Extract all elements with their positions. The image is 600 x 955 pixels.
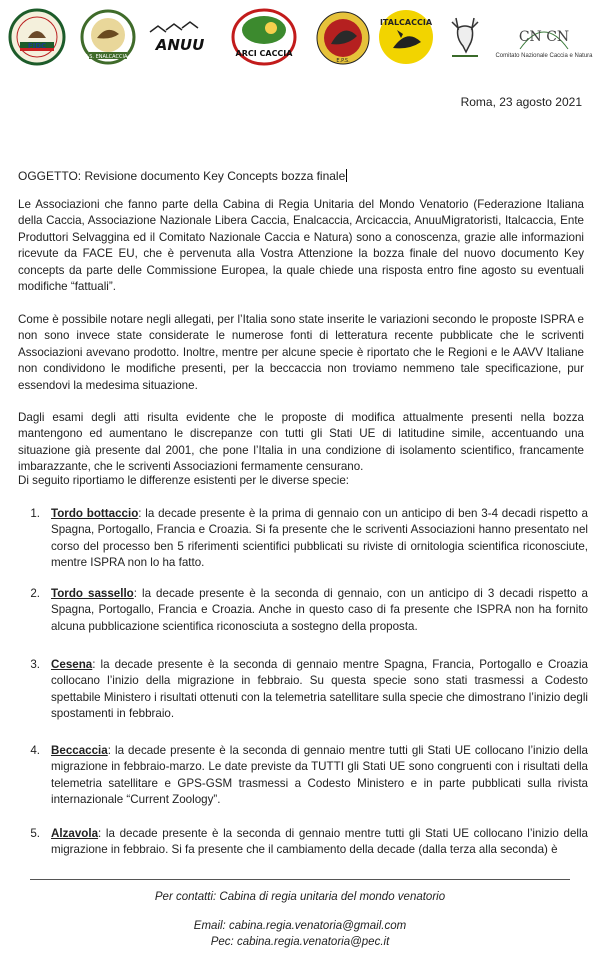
footer-email: Email: cabina.regia.venatoria@gmail.com: [193, 920, 407, 932]
subject-text: OGGETTO: Revisione documento Key Concepts bozza finale: [18, 169, 346, 183]
letter-subject: [18, 168, 347, 184]
footer-contacts: Per contatti: Cabina di regia unitaria del mondo venatorio: [154, 891, 446, 903]
svg-text:ANUU: ANUU: [155, 36, 205, 54]
ens-logo: [78, 8, 138, 66]
svg-text:ARCI CACCIA: ARCI CACCIA: [235, 49, 293, 58]
species-name: Tordo bottaccio: [51, 507, 139, 520]
paragraph-2: Come è possibile notare negli allegati, per l’Italia sono state inserite le variazioni secondo le proposte ISPRA e non sono invece state considerate le numerose fonti di letteratura recente pubblicate che le scriventi Associazioni avevano prodotto. Inoltre, mentre per alcune specie è riportato che le Regioni e le AAVV Italiane non condividono le modifiche presenti, per la beccaccia non troviamo nemmeno tale specificazione, pur essendovi la medesima situazione.: [18, 313, 584, 392]
paragraph-1: Le Associazioni che fanno parte della Cabina di Regia Unitaria del Mondo Venatorio (Federazione Italiana della Caccia, Associazione Nazionale Libera Caccia, Enalcaccia, Arcicaccia, AnuuMigratoristi, Italcaccia, Ente Produttori Selvaggina ed il Comitato Nazionale Caccia e Natura) sono a conoscenza, grazie alle informazioni ricevute da FACE EU, che è pervenuta alla Vostra Attenzione la bozza finale del nuovo documento Key concepts da parte delle Commissione Europea, la quale chiede una risposta entro fine agosto su eventuali modifiche “fattuali”.: [18, 198, 584, 294]
svg-text:E.N.S. ENALCACCIA P.T.: E.N.S. ENALCACCIA P.T.: [79, 54, 137, 60]
logo-header: [0, 6, 600, 66]
species-name: Beccaccia: [51, 744, 108, 757]
cncn-logo: [494, 12, 594, 66]
anuu-logo: [144, 18, 216, 58]
svg-text:ITALCACCIA: ITALCACCIA: [379, 18, 433, 27]
footer-divider: [30, 879, 570, 880]
libera-caccia-logo: [440, 12, 490, 62]
species-name: Tordo sassello: [51, 587, 134, 600]
svg-text:CN CN: CN CN: [518, 29, 570, 45]
italcaccia-logo: [376, 8, 436, 66]
species-name: Cesena: [51, 658, 93, 671]
fidc-logo: [4, 8, 70, 66]
footer-pec: Pec: cabina.regia.venatoria@pec.it: [210, 936, 390, 948]
eps-logo: [314, 10, 372, 66]
text-cursor: [346, 169, 347, 182]
cncn-caption: Comitato Nazionale Caccia e Natura: [495, 53, 593, 59]
arci-caccia-logo: [229, 8, 299, 66]
svg-text:E.P.S.: E.P.S.: [336, 58, 350, 64]
paragraph-4: Di seguito riportiamo le differenze esistenti per le diverse specie:: [18, 474, 350, 487]
paragraph-3: Dagli esami degli atti risulta evidente che le proposte di modifica attualmente presenti nella bozza mantengono ed aumentano le discrepanze con tutti gli Stati UE di latitudine simile, accentuando una situazione già presente dal 2001, che pone l’Italia in una condizione di isolamento scientifico, francamente imbarazzante, che le scriventi Associazioni fermamente censurano.: [18, 411, 584, 474]
svg-text:FIDC: FIDC: [27, 42, 47, 50]
letter-date: Roma, 23 agosto 2021: [460, 95, 582, 109]
species-name: Alzavola: [51, 827, 99, 840]
